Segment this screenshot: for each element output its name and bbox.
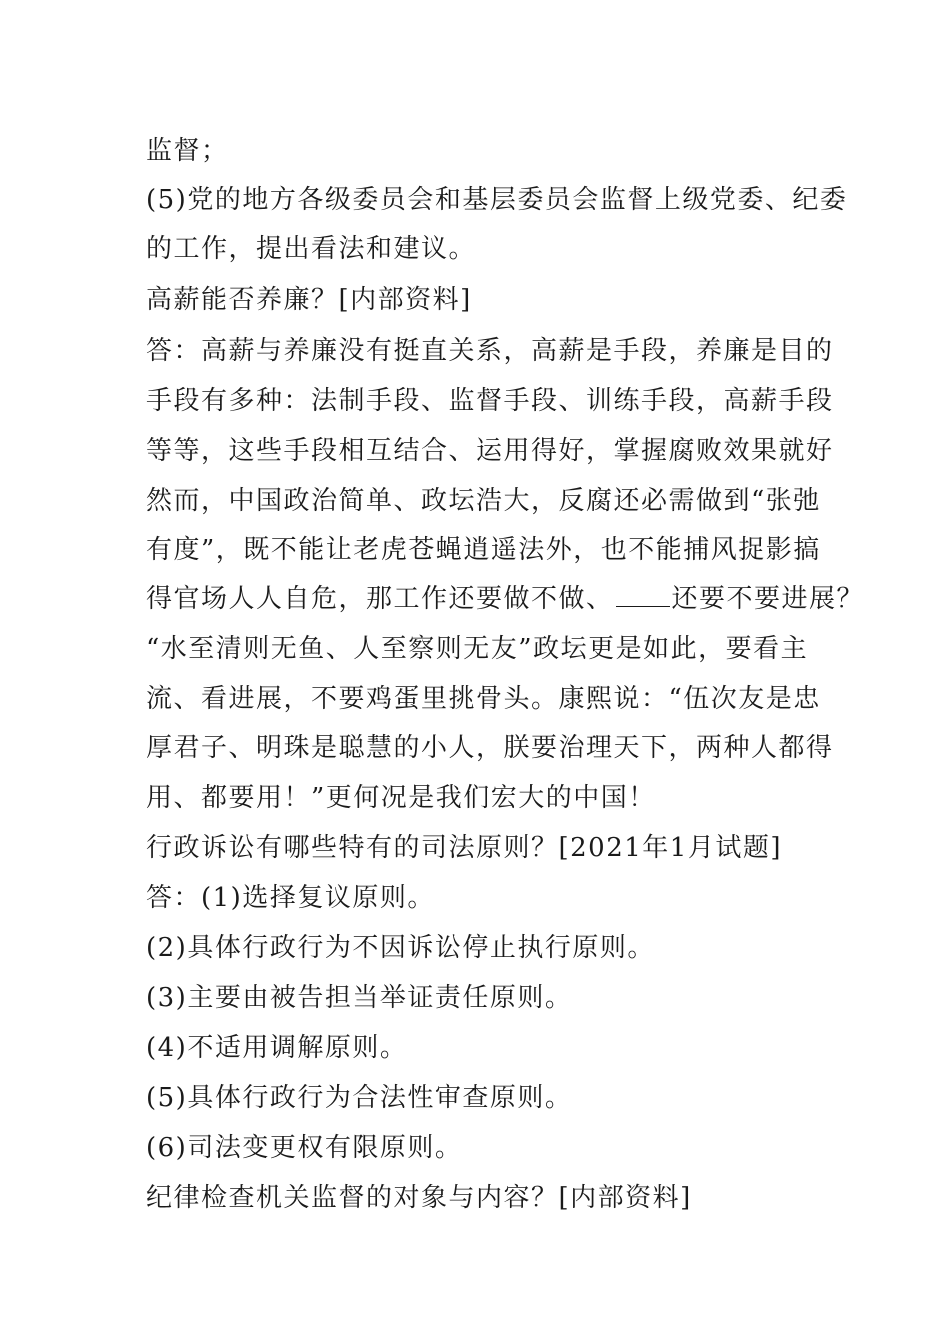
text-line: “水至清则无鱼、人至察则无友”政坛更是如此，要看主 xyxy=(146,634,809,664)
text-after-blank: 还要不要进展？ xyxy=(671,584,865,614)
text-line: (6)司法变更权有限原则。 xyxy=(146,1133,463,1163)
text-line: 监督； xyxy=(146,136,229,166)
text-line: 手段有多种：法制手段、监督手段、训练手段，高薪手段 xyxy=(146,386,834,416)
text-line: 用、都要用！”更何况是我们宏大的中国！ xyxy=(146,783,656,813)
text-line: 答：高薪与养廉没有挺直关系，高薪是手段，养廉是目的 xyxy=(146,336,834,366)
text-line: 流、看进展，不要鸡蛋里挑骨头。康熙说：“伍次友是忠 xyxy=(146,684,821,714)
text-line: (5)党的地方各级委员会和基层委员会监督上级党委、纪委 xyxy=(146,185,848,215)
section-heading: 纪律检查机关监督的对象与内容？[内部资料] xyxy=(146,1183,692,1213)
text-line: (4)不适用调解原则。 xyxy=(146,1033,408,1063)
text-line: (3)主要由被告担当举证责任原则。 xyxy=(146,983,573,1013)
text-line: (5)具体行政行为合法性审查原则。 xyxy=(146,1083,573,1113)
text-line: 有度”，既不能让老虎苍蝇逍遥法外，也不能捕风捉影搞 xyxy=(146,535,821,565)
text-line: 厚君子、明珠是聪慧的小人，朕要治理天下，两种人都得 xyxy=(146,733,834,763)
text-line: 然而，中国政治简单、政坛浩大，反腐还必需做到“张弛 xyxy=(146,486,821,516)
text-line-with-blank xyxy=(146,582,864,616)
section-heading: 高薪能否养廉？[内部资料] xyxy=(146,285,472,315)
text-before-blank: 得官场人人自危，那工作还要做不做、 xyxy=(146,584,614,614)
fill-in-blank xyxy=(616,586,670,607)
section-heading: 行政诉讼有哪些特有的司法原则？[2021年1月试题] xyxy=(146,833,782,863)
text-line: 等等，这些手段相互结合、运用得好，掌握腐败效果就好 xyxy=(146,436,834,466)
text-line: 答：(1)选择复议原则。 xyxy=(146,883,435,913)
text-line: 的工作，提出看法和建议。 xyxy=(146,234,477,264)
text-line: (2)具体行政行为不因诉讼停止执行原则。 xyxy=(146,933,655,963)
